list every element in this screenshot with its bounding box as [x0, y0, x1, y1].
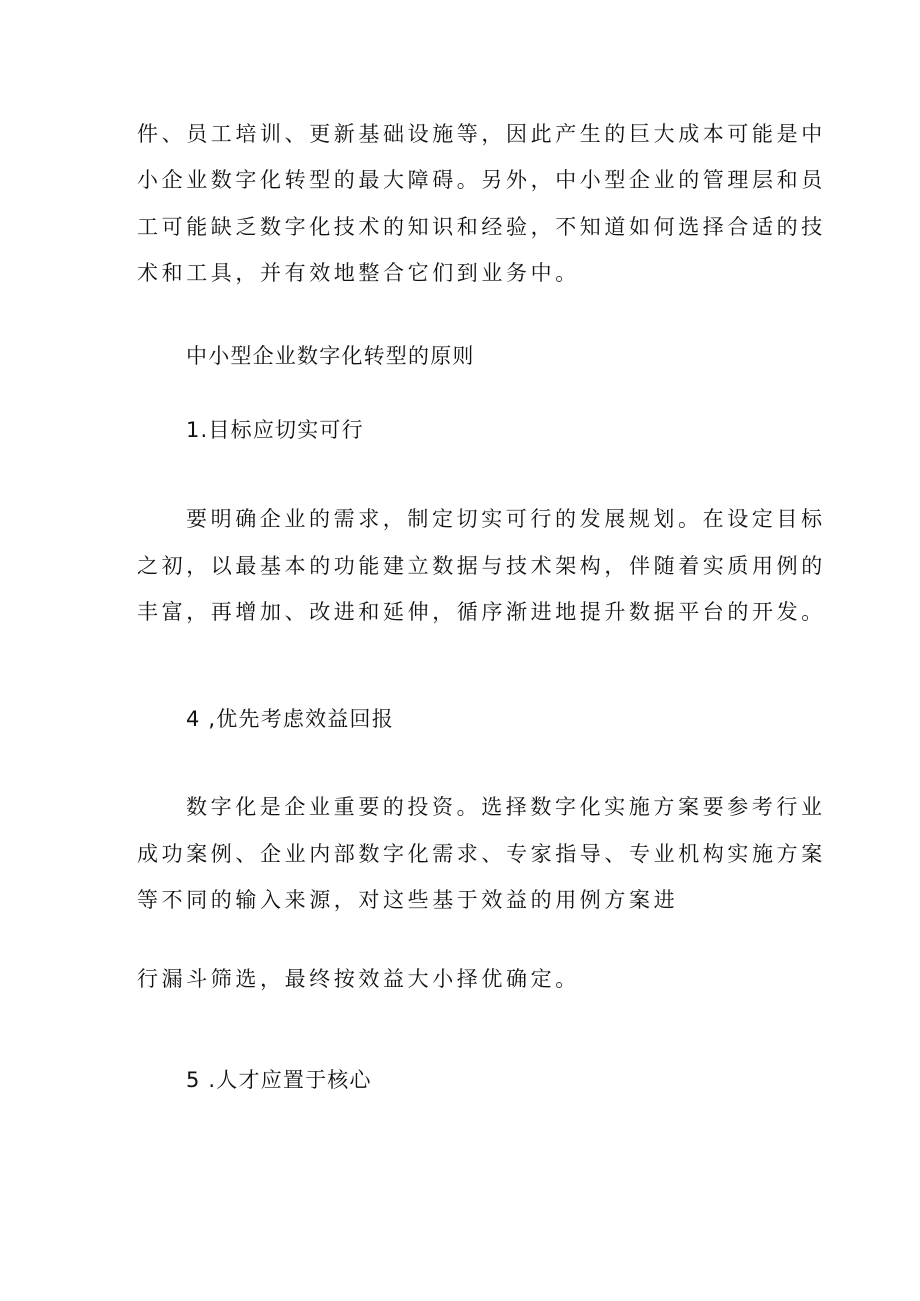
section-heading: 中小型企业数字化转型的原则	[186, 344, 475, 368]
item-1-heading: 1.目标应切实可行	[186, 418, 364, 442]
paragraph-line: 工可能缺乏数字化技术的知识和经验，不知道如何选择合适的技	[137, 215, 826, 239]
paragraph-line: 数字化是企业重要的投资。选择数字化实施方案要参考行业	[186, 795, 826, 819]
paragraph-line: 术和工具，并有效地整合它们到业务中。	[137, 261, 580, 285]
paragraph-line: 小企业数字化转型的最大障碍。另外，中小型企业的管理层和员	[137, 168, 826, 192]
item-5-heading: 5 .人才应置于核心	[186, 1068, 372, 1092]
paragraph-line: 之初，以最基本的功能建立数据与技术架构，伴随着实质用例的	[137, 554, 826, 578]
paragraph-line: 要明确企业的需求，制定切实可行的发展规划。在设定目标	[186, 507, 826, 531]
paragraph-line: 件、员工培训、更新基础设施等，因此产生的巨大成本可能是中	[137, 122, 826, 146]
paragraph-line: 等不同的输入来源，对这些基于效益的用例方案进	[137, 888, 679, 912]
paragraph-line: 成功案例、企业内部数字化需求、专家指导、专业机构实施方案	[137, 842, 826, 866]
paragraph-line: 丰富，再增加、改进和延伸，循序渐进地提升数据平台的开发。	[137, 600, 826, 624]
item-4-heading: 4 ,优先考虑效益回报	[186, 707, 394, 731]
paragraph-line: 行漏斗筛选，最终按效益大小择优确定。	[137, 967, 580, 991]
